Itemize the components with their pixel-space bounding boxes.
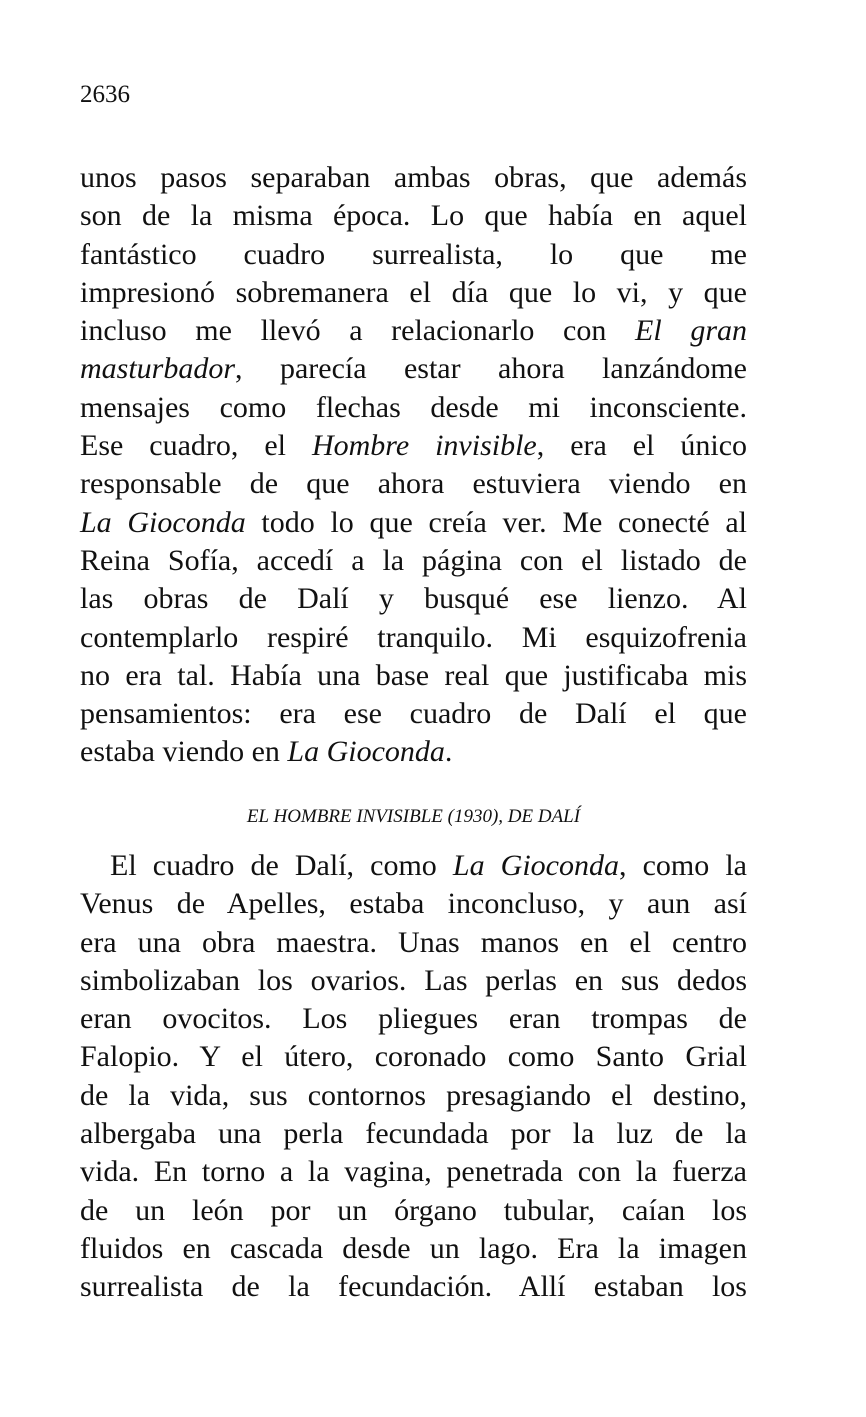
italic-title: La Gioconda (80, 505, 246, 539)
text-run: todo lo que creía ver. Me conecté al (245, 505, 748, 539)
text-line (80, 695, 747, 733)
text-run: , parecía estar ahora lanzándome (235, 352, 747, 386)
text-line (80, 312, 747, 350)
italic-title: La Gioconda (452, 849, 619, 882)
text-run: Reina Sofía, accedí a la página con el listado de (80, 543, 747, 577)
text-line (80, 159, 747, 197)
text-run: las obras de Dalí y busqué ese lienzo. Al (80, 582, 747, 616)
text-run: contemplarlo respiré tranquilo. Mi esquizofrenia (80, 620, 747, 654)
text-run: fantástico cuadro surrealista, lo que me (80, 237, 747, 271)
figure-caption: EL HOMBRE INVISIBLE (1930), DE DALÍ (246, 806, 581, 827)
text-run: era una obra maestra. Unas manos en el centro (80, 925, 747, 959)
text-line (80, 847, 747, 885)
text-line (80, 542, 747, 580)
text-line (80, 1038, 747, 1076)
body-paragraph-2 (80, 847, 747, 1307)
text-run: pensamientos: era ese cuadro de Dalí el que (80, 697, 747, 731)
text-line (80, 389, 747, 427)
italic-title: La Gioconda (287, 735, 445, 769)
text-run: de la vida, sus contornos presagiando el destino, (80, 1078, 747, 1112)
text-line (80, 885, 747, 923)
text-line (80, 657, 747, 695)
text-run: Ese cuadro, el (80, 429, 312, 463)
text-line (80, 274, 747, 312)
text-run: , era el único (536, 429, 748, 463)
text-run: no era tal. Había una base real que justificaba mis (80, 658, 747, 692)
body-paragraph-1 (80, 159, 747, 772)
text-line (80, 465, 747, 503)
text-line (80, 733, 747, 771)
text-run: de un león por un órgano tubular, caían los (80, 1193, 747, 1227)
text-run: impresionó sobremanera el día que lo vi, y que (80, 275, 747, 309)
text-line (80, 619, 747, 657)
text-run: El cuadro de Dalí, como (110, 849, 453, 882)
text-line (80, 504, 747, 542)
text-line (80, 962, 747, 1000)
text-line (80, 236, 747, 274)
text-run: son de la misma época. Lo que había en aquel (80, 199, 747, 233)
text-line (80, 1192, 747, 1230)
text-run: responsable de que ahora estuviera viendo en (80, 467, 747, 501)
text-run: unos pasos separaban ambas obras, que además (80, 161, 747, 194)
text-run: Falopio. Y el útero, coronado como Santo Grial (80, 1040, 747, 1074)
text-run: albergaba una perla fecundada por la luz de la (80, 1117, 747, 1151)
italic-title: Hombre invisible (311, 429, 537, 463)
text-line (80, 1077, 747, 1115)
text-line (80, 580, 747, 618)
text-line (80, 1000, 747, 1038)
text-run: simbolizaban los ovarios. Las perlas en sus dedos (80, 963, 747, 997)
page-number: 2636 (80, 81, 130, 108)
text-line (80, 1115, 747, 1153)
text-line (80, 1153, 747, 1191)
text-line (80, 350, 747, 388)
text-line (80, 924, 747, 962)
text-run: eran ovocitos. Los pliegues eran trompas de (80, 1002, 747, 1036)
text-run: mensajes como flechas desde mi inconsciente. (80, 390, 747, 424)
text-line (80, 197, 747, 235)
text-run: vida. En torno a la vagina, penetrada con la fuerza (80, 1155, 747, 1189)
italic-title: El gran (635, 314, 747, 348)
text-run: surrealista de la fecundación. Allí estaban los (80, 1270, 747, 1304)
text-run: fluidos en cascada desde un lago. Era la imagen (80, 1231, 747, 1265)
text-run: Venus de Apelles, estaba inconcluso, y aun así (80, 887, 747, 921)
text-line (80, 1230, 747, 1268)
text-line (80, 1268, 747, 1306)
text-run: . (444, 735, 453, 769)
italic-title: masturbador (80, 352, 236, 386)
text-run: incluso me llevó a relacionarlo con (80, 314, 636, 348)
text-line (80, 427, 747, 465)
text-run: estaba viendo en (80, 735, 288, 769)
text-run: , como la (619, 849, 747, 882)
